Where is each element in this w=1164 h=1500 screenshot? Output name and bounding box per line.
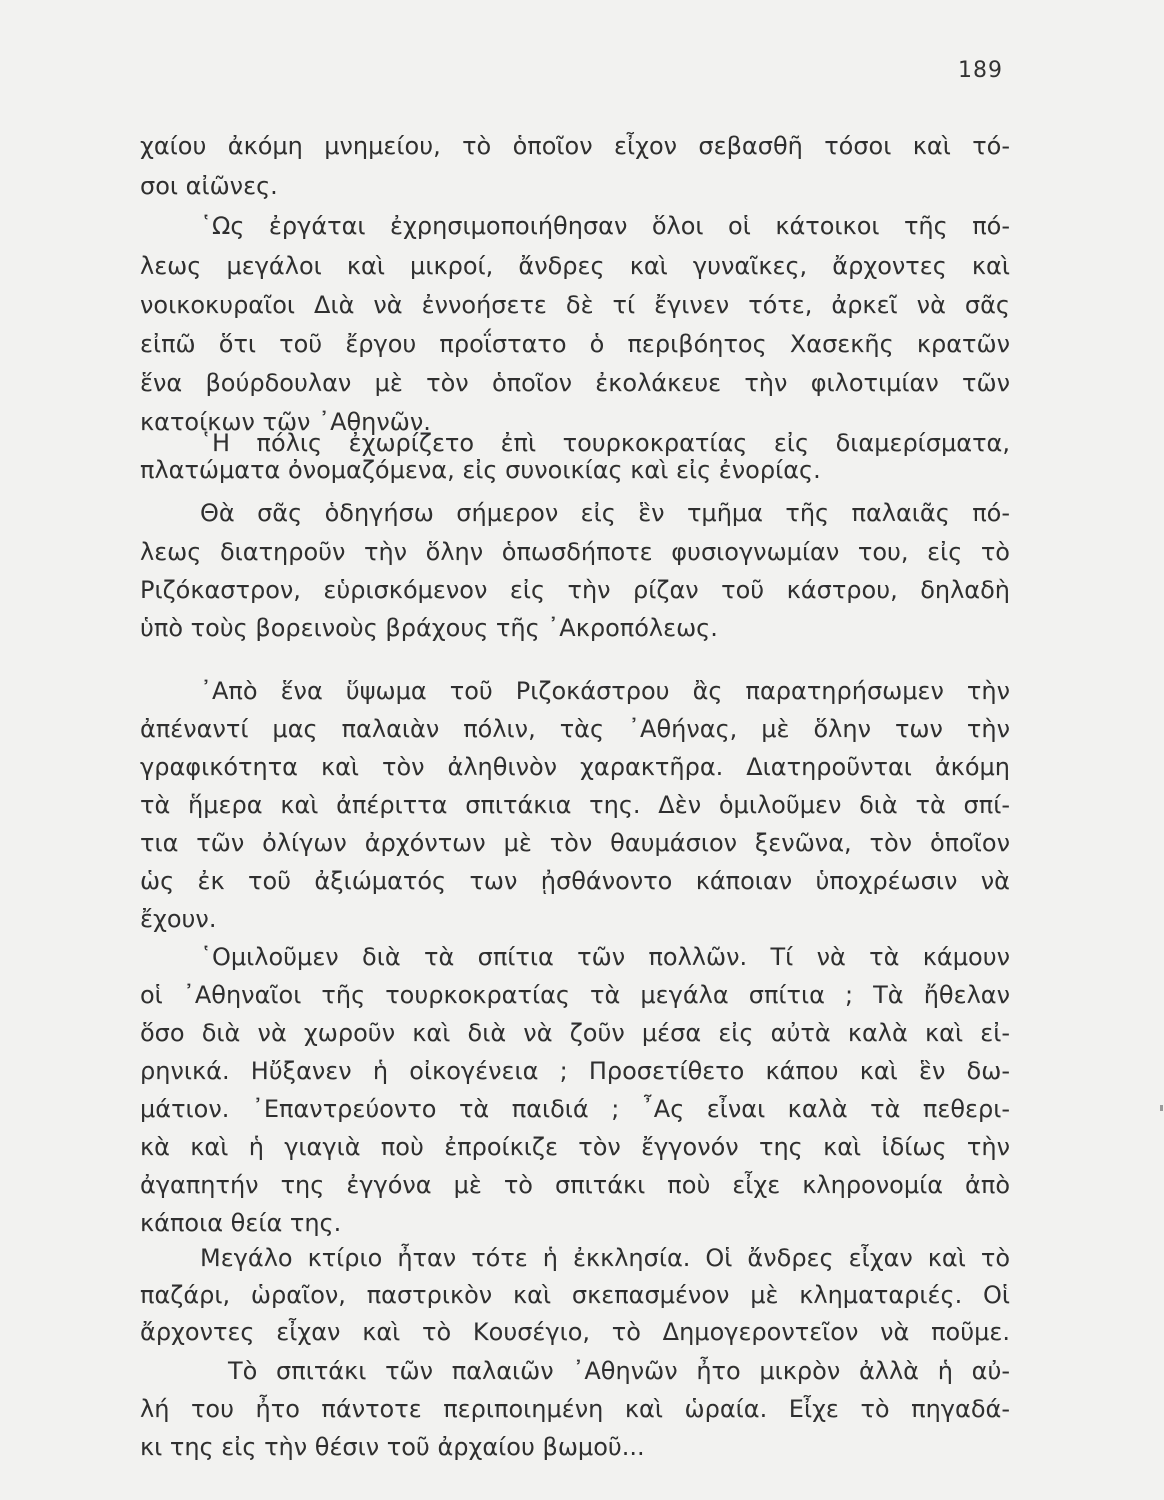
text-line: κὰ καὶ ἡ γιαγιὰ ποὺ ἐπροίκιζε τὸν ἔγγονόν της καὶ ἰδίως τὴν — [140, 1133, 1010, 1161]
text-line: τια τῶν ὀλίγων ἀρχόντων μὲ τὸν θαυμάσιον ξενῶνα, τὸν ὁποῖον — [140, 829, 1010, 857]
text-line: παζάρι, ὡραῖον, παστρικὸν καὶ σκεπασμένον μὲ κληματαριές. Οἱ — [140, 1281, 1010, 1309]
scan-mark — [1160, 1105, 1163, 1111]
text-line: Θὰ σᾶς ὁδηγήσω σήμερον εἰς ἓν τμῆμα τῆς παλαιᾶς πό- — [200, 499, 1010, 527]
text-line: νοικοκυραῖοι Διὰ νὰ ἐννοήσετε δὲ τί ἔγινεν τότε, ἀρκεῖ νὰ σᾶς — [140, 291, 1010, 319]
text-line: κατοίκων τῶν ᾽Αθηνῶν. — [140, 408, 431, 436]
text-line: μάτιον. ᾽Επαντρεύοντο τὰ παιδιά ; ῏Ας εἶναι καλὰ τὰ πεθερι- — [140, 1095, 1010, 1123]
text-line: Ριζόκαστρον, εὑρισκόμενον εἰς τὴν ρίζαν τοῦ κάστρου, δηλαδὴ — [140, 576, 1010, 604]
text-line: λεως διατηροῦν τὴν ὅλην ὁπωσδήποτε φυσιογνωμίαν του, εἰς τὸ — [140, 538, 1010, 566]
text-line: χαίου ἀκόμη μνημείου, τὸ ὁποῖον εἶχον σεβασθῆ τόσοι καὶ τό- — [140, 132, 1010, 160]
text-line: ἀπέναντί μας παλαιὰν πόλιν, τὰς ᾽Αθήνας, μὲ ὅλην των τὴν — [140, 715, 1010, 743]
text-line: ῾Ομιλοῦμεν διὰ τὰ σπίτια τῶν πολλῶν. Τί νὰ τὰ κάμουν — [200, 943, 1010, 971]
text-line: ρηνικά. Ηὔξανεν ἡ οἰκογένεια ; Προσετίθετο κάπου καὶ ἓν δω- — [140, 1057, 1010, 1085]
text-line: κάποια θεία της. — [140, 1209, 342, 1237]
text-line: ἔχουν. — [140, 905, 217, 933]
text-line: κι της εἰς τὴν θέσιν τοῦ ἀρχαίου βωμοῦ... — [140, 1433, 645, 1461]
text-line: ὑπὸ τοὺς βορεινοὺς βράχους τῆς ᾽Ακροπόλεως. — [140, 614, 718, 642]
text-line: λεως μεγάλοι καὶ μικροί, ἄνδρες καὶ γυναῖκες, ἄρχοντες καὶ — [140, 252, 1010, 280]
text-line: σοι αἰῶνες. — [140, 172, 278, 200]
text-line: ἕνα βούρδουλαν μὲ τὸν ὁποῖον ἐκολάκευε τὴν φιλοτιμίαν τῶν — [140, 369, 1010, 397]
text-line: ἀγαπητήν της ἐγγόνα μὲ τὸ σπιτάκι ποὺ εἶχε κληρονομία ἀπὸ — [140, 1171, 1010, 1199]
text-line: τὰ ἥμερα καὶ ἀπέριττα σπιτάκια της. Δὲν ὁμιλοῦμεν διὰ τὰ σπί- — [140, 791, 1010, 819]
text-line: ὅσο διὰ νὰ χωροῦν καὶ διὰ νὰ ζοῦν μέσα εἰς αὐτὰ καλὰ καὶ εἰ- — [140, 1019, 1010, 1047]
text-line: ῾Η πόλις ἐχωρίζετο ἐπὶ τουρκοκρατίας εἰς διαμερίσματα, — [200, 429, 1010, 457]
text-line: ἄρχοντες εἶχαν καὶ τὸ Κουσέγιο, τὸ Δημογεροντεῖον νὰ ποῦμε. — [140, 1318, 1010, 1346]
text-line: πλατώματα ὀνομαζόμενα, εἰς συνοικίας καὶ εἰς ἐνορίας. — [140, 456, 821, 484]
text-line: ὡς ἐκ τοῦ ἀξιώματός των ᾐσθάνοντο κάποιαν ὑποχρέωσιν νὰ — [140, 867, 1010, 895]
text-line: Μεγάλο κτίριο ἦταν τότε ἡ ἐκκλησία. Οἱ ἄνδρες εἶχαν καὶ τὸ — [200, 1244, 1010, 1272]
text-line: εἰπῶ ὅτι τοῦ ἔργου προΐστατο ὁ περιβόητος Χασεκῆς κρατῶν — [140, 330, 1010, 358]
page-number: 189 — [958, 58, 1003, 83]
text-line: ῾Ως ἐργάται ἐχρησιμοποιήθησαν ὅλοι οἱ κάτοικοι τῆς πό- — [200, 212, 1010, 240]
text-line: λή του ἦτο πάντοτε περιποιημένη καὶ ὡραία. Εἶχε τὸ πηγαδά- — [140, 1395, 1010, 1423]
text-line: ᾽Απὸ ἕνα ὕψωμα τοῦ Ριζοκάστρου ἂς παρατηρήσωμεν τὴν — [200, 677, 1010, 705]
text-line: οἱ ᾽Αθηναῖοι τῆς τουρκοκρατίας τὰ μεγάλα σπίτια ; Τὰ ἤθελαν — [140, 981, 1010, 1009]
text-line: Τὸ σπιτάκι τῶν παλαιῶν ᾽Αθηνῶν ἦτο μικρὸν ἀλλὰ ἡ αὐ- — [228, 1357, 1010, 1385]
text-line: γραφικότητα καὶ τὸν ἀληθινὸν χαρακτῆρα. Διατηροῦνται ἀκόμη — [140, 753, 1010, 781]
